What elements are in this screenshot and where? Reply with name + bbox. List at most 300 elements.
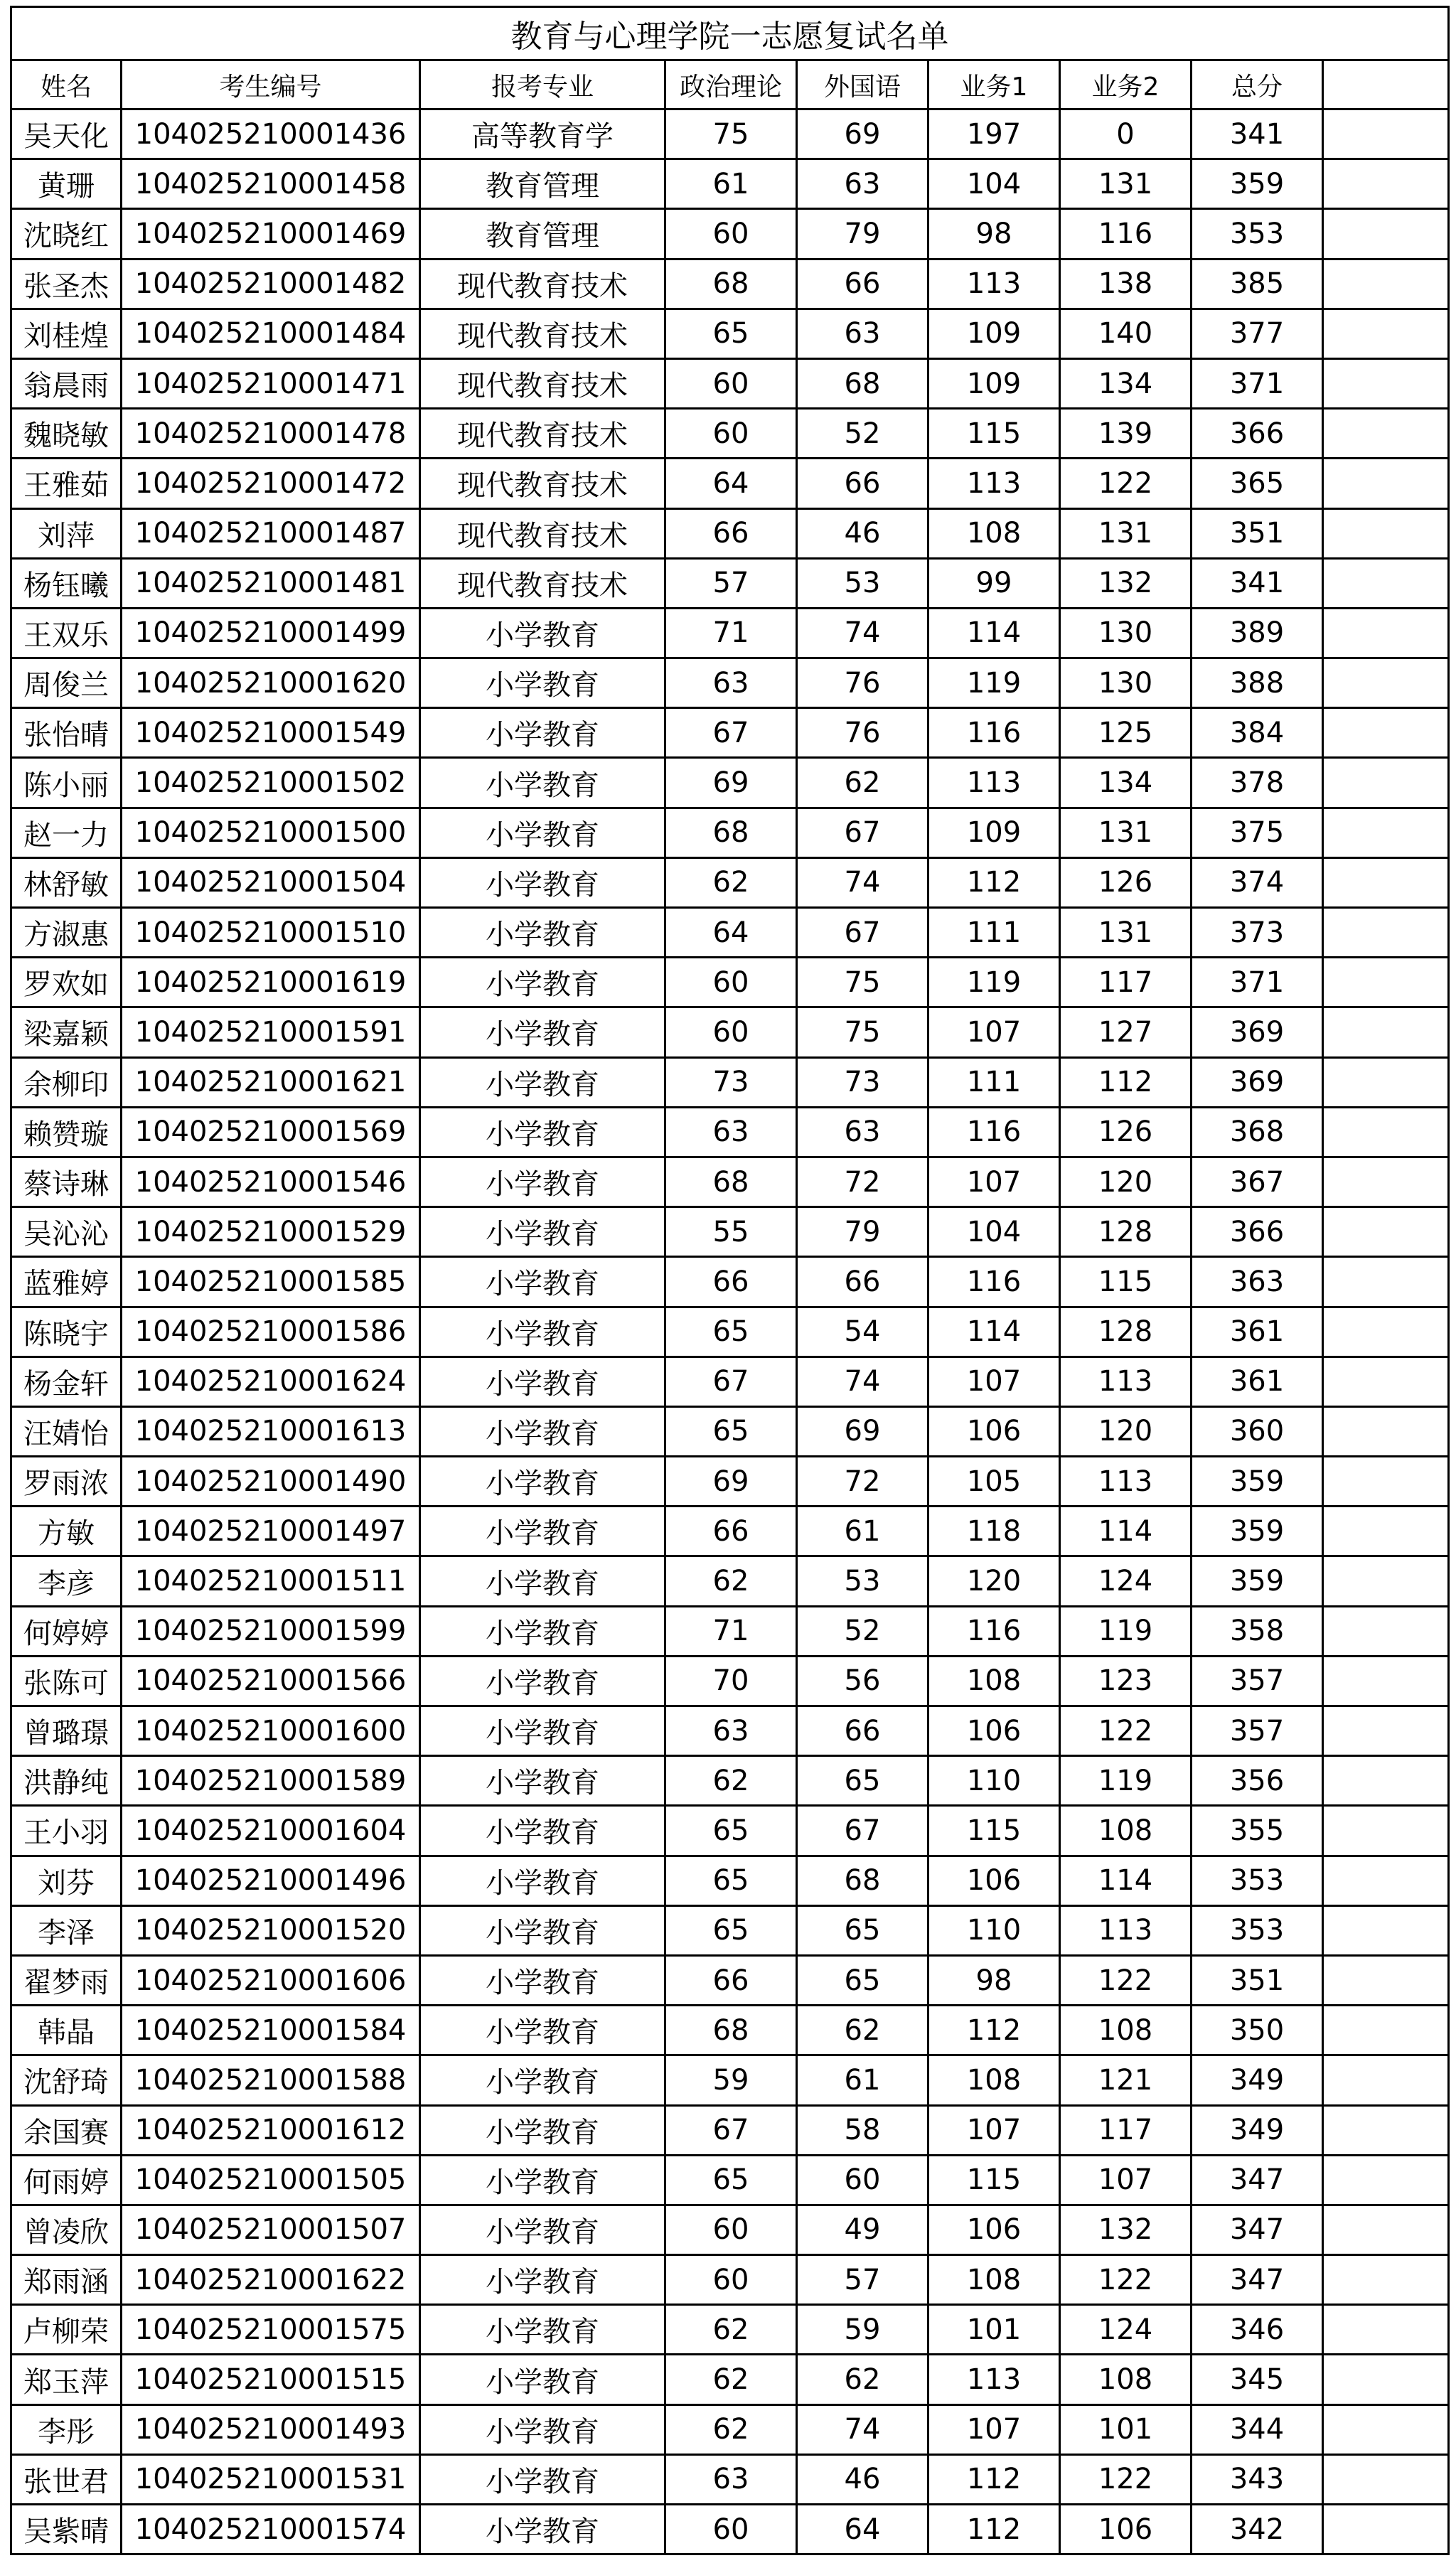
cell-exam-id: 104025210001566 xyxy=(122,1656,420,1706)
cell-foreign-language: 74 xyxy=(797,1357,928,1406)
cell-total: 347 xyxy=(1192,2155,1323,2205)
cell-politics: 70 xyxy=(665,1656,797,1706)
cell-blank xyxy=(1323,1457,1449,1507)
cell-foreign-language: 53 xyxy=(797,558,928,608)
cell-total: 343 xyxy=(1192,2454,1323,2504)
cell-total: 378 xyxy=(1192,758,1323,808)
cell-politics: 55 xyxy=(665,1207,797,1257)
cell-blank xyxy=(1323,1307,1449,1357)
cell-politics: 65 xyxy=(665,1406,797,1456)
cell-name: 蔡诗琳 xyxy=(11,1157,122,1206)
cell-exam-id: 104025210001584 xyxy=(122,2006,420,2055)
cell-major: 小学教育 xyxy=(420,1157,665,1206)
cell-politics: 65 xyxy=(665,1806,797,1856)
cell-foreign-language: 67 xyxy=(797,908,928,958)
cell-major: 小学教育 xyxy=(420,2255,665,2305)
cell-subject-1: 111 xyxy=(928,908,1060,958)
cell-blank xyxy=(1323,2404,1449,2454)
cell-politics: 60 xyxy=(665,2255,797,2305)
cell-foreign-language: 69 xyxy=(797,109,928,159)
cell-major: 高等教育学 xyxy=(420,109,665,159)
cell-exam-id: 104025210001591 xyxy=(122,1007,420,1057)
cell-exam-id: 104025210001436 xyxy=(122,109,420,159)
cell-foreign-language: 66 xyxy=(797,259,928,309)
cell-subject-2: 117 xyxy=(1060,958,1192,1007)
cell-foreign-language: 62 xyxy=(797,2006,928,2055)
cell-total: 365 xyxy=(1192,459,1323,508)
cell-total: 349 xyxy=(1192,2055,1323,2105)
table-row xyxy=(11,608,1449,658)
table-row xyxy=(11,1955,1449,2005)
cell-total: 345 xyxy=(1192,2355,1323,2404)
cell-major: 小学教育 xyxy=(420,857,665,907)
cell-major: 小学教育 xyxy=(420,658,665,708)
cell-total: 351 xyxy=(1192,508,1323,558)
cell-total: 353 xyxy=(1192,209,1323,259)
table-row xyxy=(11,558,1449,608)
cell-major: 小学教育 xyxy=(420,1556,665,1606)
cell-subject-1: 108 xyxy=(928,2255,1060,2305)
header-subject-2: 业务2 xyxy=(1060,60,1192,109)
cell-foreign-language: 54 xyxy=(797,1307,928,1357)
cell-blank xyxy=(1323,1905,1449,1955)
cell-name: 张怡晴 xyxy=(11,708,122,758)
cell-blank xyxy=(1323,1007,1449,1057)
cell-exam-id: 104025210001531 xyxy=(122,2454,420,2504)
cell-major: 小学教育 xyxy=(420,1406,665,1456)
cell-blank xyxy=(1323,159,1449,209)
cell-blank xyxy=(1323,309,1449,358)
cell-politics: 69 xyxy=(665,1457,797,1507)
cell-name: 方淑惠 xyxy=(11,908,122,958)
table-row xyxy=(11,508,1449,558)
cell-politics: 60 xyxy=(665,2205,797,2254)
header-major: 报考专业 xyxy=(420,60,665,109)
cell-politics: 66 xyxy=(665,508,797,558)
cell-major: 小学教育 xyxy=(420,2505,665,2554)
cell-exam-id: 104025210001510 xyxy=(122,908,420,958)
cell-politics: 64 xyxy=(665,459,797,508)
cell-exam-id: 104025210001481 xyxy=(122,558,420,608)
cell-exam-id: 104025210001619 xyxy=(122,958,420,1007)
cell-foreign-language: 75 xyxy=(797,958,928,1007)
cell-exam-id: 104025210001599 xyxy=(122,1606,420,1656)
cell-name: 翟梦雨 xyxy=(11,1955,122,2005)
cell-major: 小学教育 xyxy=(420,2105,665,2155)
cell-name: 黄珊 xyxy=(11,159,122,209)
cell-politics: 68 xyxy=(665,808,797,857)
cell-subject-2: 107 xyxy=(1060,2155,1192,2205)
cell-total: 385 xyxy=(1192,259,1323,309)
cell-major: 小学教育 xyxy=(420,1507,665,1556)
cell-exam-id: 104025210001496 xyxy=(122,1856,420,1905)
cell-major: 教育管理 xyxy=(420,159,665,209)
cell-major: 小学教育 xyxy=(420,1457,665,1507)
cell-name: 陈小丽 xyxy=(11,758,122,808)
table-row xyxy=(11,1856,1449,1905)
table-row xyxy=(11,109,1449,159)
cell-total: 349 xyxy=(1192,2105,1323,2155)
cell-foreign-language: 63 xyxy=(797,1107,928,1157)
cell-politics: 66 xyxy=(665,1257,797,1307)
cell-politics: 61 xyxy=(665,159,797,209)
cell-subject-2: 121 xyxy=(1060,2055,1192,2105)
cell-name: 刘桂煌 xyxy=(11,309,122,358)
cell-subject-1: 108 xyxy=(928,1656,1060,1706)
cell-blank xyxy=(1323,1556,1449,1606)
cell-foreign-language: 52 xyxy=(797,409,928,459)
cell-name: 曾凌欣 xyxy=(11,2205,122,2254)
cell-name: 赵一力 xyxy=(11,808,122,857)
cell-blank xyxy=(1323,2454,1449,2504)
cell-foreign-language: 53 xyxy=(797,1556,928,1606)
cell-politics: 66 xyxy=(665,1507,797,1556)
cell-major: 小学教育 xyxy=(420,1656,665,1706)
cell-name: 赖赞璇 xyxy=(11,1107,122,1157)
cell-blank xyxy=(1323,209,1449,259)
cell-subject-2: 134 xyxy=(1060,358,1192,408)
cell-exam-id: 104025210001574 xyxy=(122,2505,420,2554)
table-row xyxy=(11,857,1449,907)
cell-major: 小学教育 xyxy=(420,1107,665,1157)
header-name: 姓名 xyxy=(11,60,122,109)
cell-politics: 60 xyxy=(665,409,797,459)
cell-subject-2: 101 xyxy=(1060,2404,1192,2454)
table-row xyxy=(11,309,1449,358)
cell-subject-1: 111 xyxy=(928,1057,1060,1107)
cell-exam-id: 104025210001586 xyxy=(122,1307,420,1357)
cell-foreign-language: 61 xyxy=(797,1507,928,1556)
cell-total: 358 xyxy=(1192,1606,1323,1656)
cell-subject-2: 130 xyxy=(1060,608,1192,658)
cell-total: 377 xyxy=(1192,309,1323,358)
cell-politics: 60 xyxy=(665,958,797,1007)
cell-blank xyxy=(1323,1107,1449,1157)
cell-foreign-language: 73 xyxy=(797,1057,928,1107)
cell-blank xyxy=(1323,109,1449,159)
cell-major: 小学教育 xyxy=(420,1706,665,1756)
cell-subject-1: 108 xyxy=(928,508,1060,558)
cell-subject-1: 116 xyxy=(928,1107,1060,1157)
cell-subject-2: 131 xyxy=(1060,508,1192,558)
cell-name: 何婷婷 xyxy=(11,1606,122,1656)
cell-subject-1: 105 xyxy=(928,1457,1060,1507)
cell-subject-2: 113 xyxy=(1060,1457,1192,1507)
cell-foreign-language: 62 xyxy=(797,758,928,808)
table-row xyxy=(11,1406,1449,1456)
cell-exam-id: 104025210001472 xyxy=(122,459,420,508)
cell-exam-id: 104025210001604 xyxy=(122,1806,420,1856)
header-foreign-language: 外国语 xyxy=(797,60,928,109)
cell-total: 388 xyxy=(1192,658,1323,708)
cell-blank xyxy=(1323,2105,1449,2155)
cell-foreign-language: 56 xyxy=(797,1656,928,1706)
cell-blank xyxy=(1323,1257,1449,1307)
cell-subject-1: 108 xyxy=(928,2055,1060,2105)
cell-exam-id: 104025210001515 xyxy=(122,2355,420,2404)
cell-total: 344 xyxy=(1192,2404,1323,2454)
cell-total: 359 xyxy=(1192,159,1323,209)
table-row xyxy=(11,1806,1449,1856)
cell-exam-id: 104025210001504 xyxy=(122,857,420,907)
cell-major: 小学教育 xyxy=(420,1057,665,1107)
table-row xyxy=(11,1057,1449,1107)
table-row xyxy=(11,1556,1449,1606)
cell-foreign-language: 72 xyxy=(797,1457,928,1507)
cell-blank xyxy=(1323,1207,1449,1257)
cell-blank xyxy=(1323,958,1449,1007)
cell-subject-1: 115 xyxy=(928,2155,1060,2205)
cell-name: 张世君 xyxy=(11,2454,122,2504)
cell-politics: 67 xyxy=(665,708,797,758)
cell-foreign-language: 64 xyxy=(797,2505,928,2554)
cell-major: 小学教育 xyxy=(420,1856,665,1905)
cell-politics: 63 xyxy=(665,658,797,708)
cell-subject-1: 112 xyxy=(928,2006,1060,2055)
cell-subject-1: 115 xyxy=(928,409,1060,459)
cell-name: 曾璐璟 xyxy=(11,1706,122,1756)
cell-subject-1: 98 xyxy=(928,209,1060,259)
cell-exam-id: 104025210001549 xyxy=(122,708,420,758)
table-row xyxy=(11,1606,1449,1656)
cell-blank xyxy=(1323,2205,1449,2254)
cell-exam-id: 104025210001502 xyxy=(122,758,420,808)
cell-subject-2: 131 xyxy=(1060,808,1192,857)
cell-exam-id: 104025210001589 xyxy=(122,1756,420,1806)
cell-total: 384 xyxy=(1192,708,1323,758)
table-row xyxy=(11,1007,1449,1057)
cell-exam-id: 104025210001505 xyxy=(122,2155,420,2205)
cell-exam-id: 104025210001585 xyxy=(122,1257,420,1307)
cell-politics: 60 xyxy=(665,1007,797,1057)
cell-politics: 62 xyxy=(665,2355,797,2404)
cell-subject-2: 124 xyxy=(1060,1556,1192,1606)
cell-major: 现代教育技术 xyxy=(420,358,665,408)
cell-total: 346 xyxy=(1192,2305,1323,2355)
cell-politics: 65 xyxy=(665,309,797,358)
cell-name: 吴天化 xyxy=(11,109,122,159)
cell-subject-1: 107 xyxy=(928,2404,1060,2454)
cell-name: 沈晓红 xyxy=(11,209,122,259)
header-blank xyxy=(1323,60,1449,109)
cell-major: 小学教育 xyxy=(420,2006,665,2055)
cell-major: 小学教育 xyxy=(420,1307,665,1357)
cell-major: 小学教育 xyxy=(420,2155,665,2205)
cell-major: 现代教育技术 xyxy=(420,309,665,358)
table-row xyxy=(11,1157,1449,1206)
cell-name: 吴沁沁 xyxy=(11,1207,122,1257)
cell-subject-2: 122 xyxy=(1060,1706,1192,1756)
cell-name: 何雨婷 xyxy=(11,2155,122,2205)
cell-total: 389 xyxy=(1192,608,1323,658)
table-row xyxy=(11,358,1449,408)
cell-total: 369 xyxy=(1192,1007,1323,1057)
table-row xyxy=(11,1207,1449,1257)
cell-subject-2: 138 xyxy=(1060,259,1192,309)
cell-subject-2: 113 xyxy=(1060,1357,1192,1406)
cell-name: 吴紫晴 xyxy=(11,2505,122,2554)
cell-exam-id: 104025210001575 xyxy=(122,2305,420,2355)
cell-subject-1: 112 xyxy=(928,857,1060,907)
cell-foreign-language: 66 xyxy=(797,459,928,508)
table-row xyxy=(11,2255,1449,2305)
cell-total: 350 xyxy=(1192,2006,1323,2055)
cell-subject-2: 119 xyxy=(1060,1606,1192,1656)
cell-foreign-language: 79 xyxy=(797,1207,928,1257)
cell-subject-2: 106 xyxy=(1060,2505,1192,2554)
cell-politics: 71 xyxy=(665,608,797,658)
cell-subject-1: 118 xyxy=(928,1507,1060,1556)
table-row xyxy=(11,459,1449,508)
cell-blank xyxy=(1323,1406,1449,1456)
cell-blank xyxy=(1323,259,1449,309)
cell-total: 374 xyxy=(1192,857,1323,907)
cell-foreign-language: 76 xyxy=(797,658,928,708)
cell-total: 341 xyxy=(1192,558,1323,608)
cell-total: 357 xyxy=(1192,1706,1323,1756)
cell-politics: 63 xyxy=(665,1107,797,1157)
cell-subject-2: 122 xyxy=(1060,2255,1192,2305)
cell-subject-1: 115 xyxy=(928,1806,1060,1856)
cell-major: 小学教育 xyxy=(420,1606,665,1656)
cell-foreign-language: 65 xyxy=(797,1955,928,2005)
cell-subject-1: 110 xyxy=(928,1905,1060,1955)
cell-foreign-language: 49 xyxy=(797,2205,928,2254)
cell-subject-1: 107 xyxy=(928,1007,1060,1057)
table-row xyxy=(11,1457,1449,1507)
cell-blank xyxy=(1323,508,1449,558)
table-row xyxy=(11,2105,1449,2155)
cell-major: 小学教育 xyxy=(420,1806,665,1856)
cell-name: 李彦 xyxy=(11,1556,122,1606)
cell-politics: 68 xyxy=(665,2006,797,2055)
cell-blank xyxy=(1323,2006,1449,2055)
cell-foreign-language: 74 xyxy=(797,608,928,658)
cell-subject-2: 131 xyxy=(1060,908,1192,958)
cell-foreign-language: 76 xyxy=(797,708,928,758)
cell-subject-1: 101 xyxy=(928,2305,1060,2355)
cell-subject-1: 112 xyxy=(928,2505,1060,2554)
cell-subject-2: 126 xyxy=(1060,857,1192,907)
cell-total: 359 xyxy=(1192,1507,1323,1556)
cell-subject-1: 116 xyxy=(928,708,1060,758)
cell-major: 现代教育技术 xyxy=(420,409,665,459)
cell-major: 现代教育技术 xyxy=(420,558,665,608)
cell-name: 魏晓敏 xyxy=(11,409,122,459)
cell-total: 357 xyxy=(1192,1656,1323,1706)
cell-subject-2: 116 xyxy=(1060,209,1192,259)
cell-subject-1: 109 xyxy=(928,309,1060,358)
cell-foreign-language: 69 xyxy=(797,1406,928,1456)
cell-subject-2: 108 xyxy=(1060,1806,1192,1856)
cell-foreign-language: 74 xyxy=(797,857,928,907)
cell-name: 王雅茹 xyxy=(11,459,122,508)
cell-major: 小学教育 xyxy=(420,808,665,857)
table-row xyxy=(11,2355,1449,2404)
cell-subject-2: 108 xyxy=(1060,2355,1192,2404)
cell-subject-2: 113 xyxy=(1060,1905,1192,1955)
cell-exam-id: 104025210001588 xyxy=(122,2055,420,2105)
cell-major: 小学教育 xyxy=(420,958,665,1007)
cell-total: 355 xyxy=(1192,1806,1323,1856)
cell-foreign-language: 57 xyxy=(797,2255,928,2305)
cell-politics: 59 xyxy=(665,2055,797,2105)
header-subject-1: 业务1 xyxy=(928,60,1060,109)
cell-subject-2: 120 xyxy=(1060,1157,1192,1206)
cell-major: 小学教育 xyxy=(420,708,665,758)
cell-name: 罗欢如 xyxy=(11,958,122,1007)
cell-subject-2: 128 xyxy=(1060,1307,1192,1357)
cell-exam-id: 104025210001529 xyxy=(122,1207,420,1257)
cell-name: 陈晓宇 xyxy=(11,1307,122,1357)
cell-blank xyxy=(1323,2155,1449,2205)
cell-subject-1: 107 xyxy=(928,2105,1060,2155)
cell-exam-id: 104025210001620 xyxy=(122,658,420,708)
cell-politics: 62 xyxy=(665,857,797,907)
cell-exam-id: 104025210001484 xyxy=(122,309,420,358)
table-row xyxy=(11,2155,1449,2205)
cell-politics: 73 xyxy=(665,1057,797,1107)
cell-total: 341 xyxy=(1192,109,1323,159)
cell-exam-id: 104025210001490 xyxy=(122,1457,420,1507)
cell-foreign-language: 61 xyxy=(797,2055,928,2105)
cell-foreign-language: 60 xyxy=(797,2155,928,2205)
cell-exam-id: 104025210001621 xyxy=(122,1057,420,1107)
cell-foreign-language: 66 xyxy=(797,1706,928,1756)
cell-subject-2: 127 xyxy=(1060,1007,1192,1057)
cell-total: 351 xyxy=(1192,1955,1323,2005)
cell-foreign-language: 59 xyxy=(797,2305,928,2355)
cell-major: 小学教育 xyxy=(420,2355,665,2404)
cell-name: 张陈可 xyxy=(11,1656,122,1706)
cell-subject-2: 120 xyxy=(1060,1406,1192,1456)
cell-blank xyxy=(1323,1507,1449,1556)
cell-subject-1: 106 xyxy=(928,1706,1060,1756)
cell-total: 353 xyxy=(1192,1905,1323,1955)
cell-exam-id: 104025210001622 xyxy=(122,2255,420,2305)
cell-name: 韩晶 xyxy=(11,2006,122,2055)
table-row xyxy=(11,2205,1449,2254)
table-row xyxy=(11,1656,1449,1706)
cell-blank xyxy=(1323,1706,1449,1756)
table-row xyxy=(11,1706,1449,1756)
cell-major: 小学教育 xyxy=(420,1257,665,1307)
cell-subject-1: 114 xyxy=(928,608,1060,658)
cell-total: 371 xyxy=(1192,958,1323,1007)
table-row xyxy=(11,658,1449,708)
cell-major: 小学教育 xyxy=(420,2205,665,2254)
cell-name: 林舒敏 xyxy=(11,857,122,907)
cell-subject-1: 107 xyxy=(928,1157,1060,1206)
cell-exam-id: 104025210001482 xyxy=(122,259,420,309)
cell-politics: 69 xyxy=(665,758,797,808)
cell-name: 李泽 xyxy=(11,1905,122,1955)
cell-foreign-language: 63 xyxy=(797,159,928,209)
cell-foreign-language: 75 xyxy=(797,1007,928,1057)
cell-foreign-language: 72 xyxy=(797,1157,928,1206)
cell-name: 余柳印 xyxy=(11,1057,122,1107)
cell-total: 347 xyxy=(1192,2255,1323,2305)
cell-name: 卢柳荣 xyxy=(11,2305,122,2355)
cell-foreign-language: 52 xyxy=(797,1606,928,1656)
cell-subject-1: 113 xyxy=(928,2355,1060,2404)
cell-blank xyxy=(1323,558,1449,608)
cell-exam-id: 104025210001600 xyxy=(122,1706,420,1756)
cell-total: 353 xyxy=(1192,1856,1323,1905)
table-row xyxy=(11,2055,1449,2105)
cell-foreign-language: 79 xyxy=(797,209,928,259)
cell-politics: 65 xyxy=(665,1856,797,1905)
